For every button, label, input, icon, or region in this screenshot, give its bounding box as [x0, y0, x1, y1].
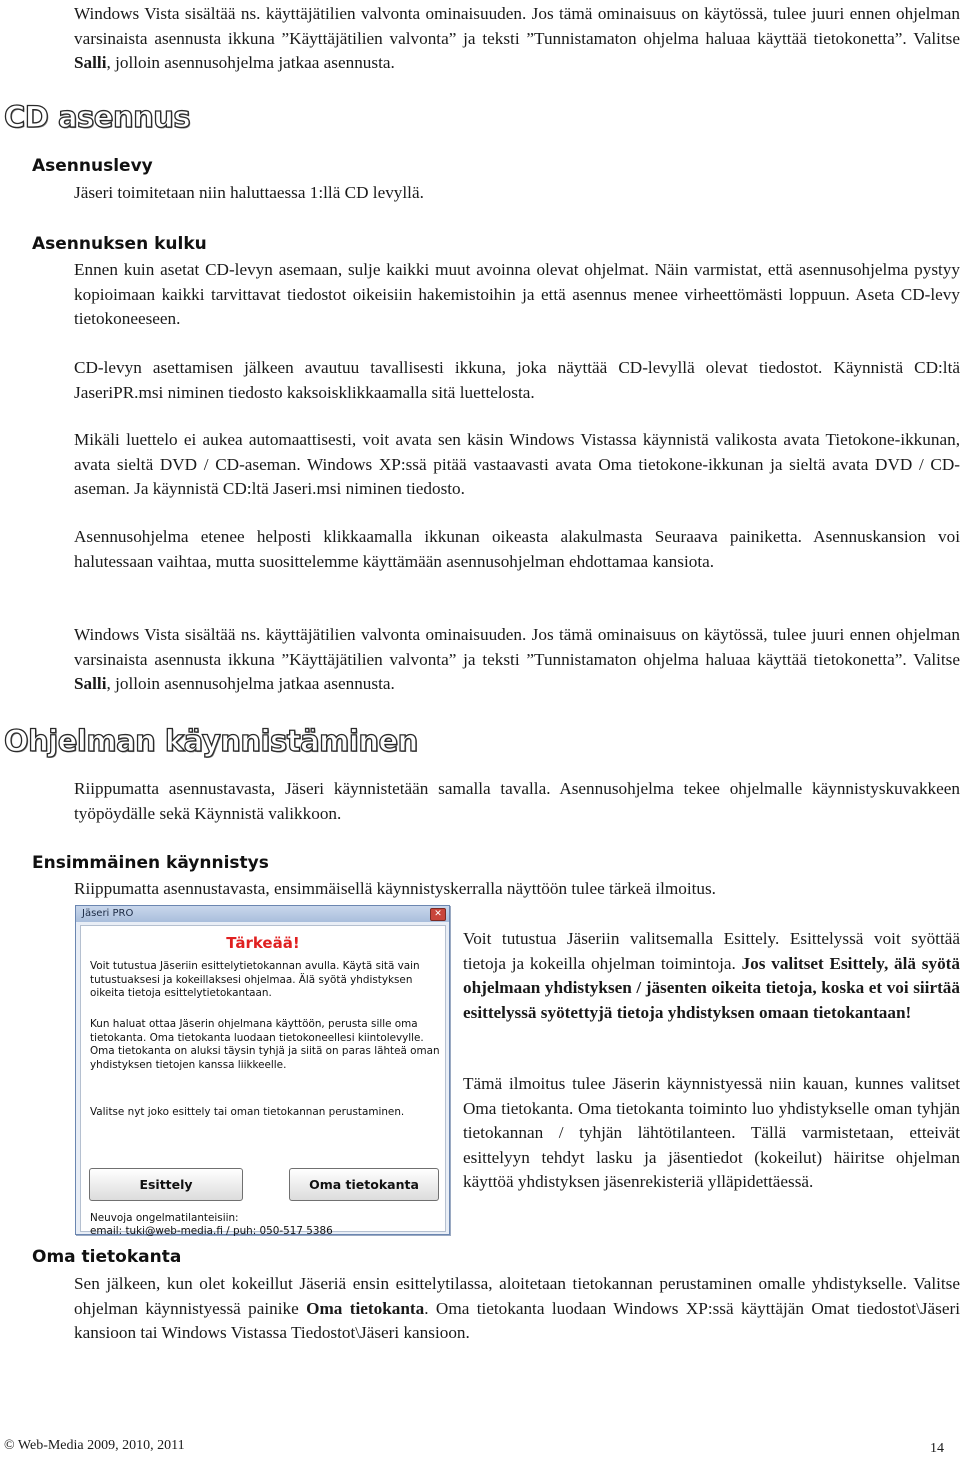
heading-ohjelman-kaynnistaminen: Ohjelman käynnistäminen — [4, 724, 418, 758]
text-run: , jolloin asennusohjelma jatkaa asennusta. — [106, 53, 395, 72]
text-run: Voit tutustua Jäseriin valitsemalla Esittely. Esittelyssä voit syöttää tietoja ja kokeilla ohjelman toimintoja. — [463, 929, 960, 973]
kulku-paragraph-4: Asennusohjelma etenee helposti klikkaamalla ikkunan oikeasta alakulmasta Seuraava painiketta. Asennuskansion voi halutessaan vaihtaa, mutta suosittelemme käyttämään asennusohjelman ehdottamaa kansiota. — [74, 527, 960, 571]
text-run: , jolloin asennusohjelma jatkaa asennusta. — [106, 674, 395, 693]
dialog-paragraph-3: Valitse nyt joko esittely tai oman tietokannan perustaminen. — [90, 1106, 405, 1118]
oma-tietokanta-button[interactable]: Oma tietokanta — [289, 1168, 439, 1201]
text-run: Sen jälkeen, kun olet kokeillut Jäseriä ensin esittelytilassa, aloitetaan tietokannan perustaminen omalle yhdistykselle. Valitse ohjelman käynnistyessä painike — [74, 1274, 960, 1318]
heading-oma-tietokanta: Oma tietokanta — [32, 1247, 182, 1267]
first-run-right-paragraph-2: Tämä ilmoitus tulee Jäserin käynnistyessä niin kauan, kunnes valitset Oma tietokanta. Oma tietokanta toiminto luo yhdistykselle oman tyhjän tietokannan / tyhjän lähtötilanteen. Tällä varmistetaan, etteivät esittelyyn tehdyt lasku ja jäsentiedot (kokeilut) häiritse ohjelman käyttöä yhdistyksen jäsenrekisteriä ylläpidettäessä. — [463, 1074, 960, 1191]
oma-tietokanta-paragraph — [74, 1272, 960, 1346]
dialog-body — [80, 925, 446, 1237]
dialog-titlebar: Jäseri PRO — [76, 906, 449, 922]
close-icon[interactable]: ✕ — [430, 908, 446, 921]
bold-salli: Salli — [74, 674, 107, 693]
text-run: . Oma tietokanta luodaan Windows XP:ssä käyttäjän Omat tiedostot\Jäseri kansioon tai Windows Vistassa Tiedostot\Jäseri kansioon. — [74, 1298, 960, 1342]
dialog-heading: Tärkeää! — [226, 934, 300, 952]
footer-copyright: © Web-Media 2009, 2010, 2011 — [4, 1438, 185, 1453]
kulku-paragraph-3: Mikäli luettelo ei aukea automaattisesti, voit avata sen käsin Windows Vistassa käynnistä valikosta avata Tietokone-ikkunan, avata sieltä DVD / CD-aseman. Windows XP:ssä pitää vastaavasti avata Oma tietokone-ikkunan ja sieltä avata DVD / CD-aseman. Ja käynnistä CD:ltä Jaseri.msi niminen tiedosto. — [74, 430, 960, 498]
important-notice-dialog — [75, 905, 450, 1235]
kulku-paragraph-2: CD-levyn asettamisen jälkeen avautuu tavallisesti ikkuna, joka näyttää CD-levyllä olevat tiedostot. Käynnistä CD:ltä JaseriPR.msi niminen tiedosto kaksoisklikkaamalla sitä luettelosta. — [74, 358, 960, 402]
dialog-paragraph-1: Voit tutustua Jäseriin esittelytietokannan avulla. Käytä sitä vain tutustuaksesi ja kokeillaksesi ohjelmaa. Älä syötä yhdistyksen oikeita tietoja esittelytietokantaan. — [90, 960, 420, 1000]
kulku-paragraph-1: Ennen kuin asetat CD-levyn asemaan, sulje kaikki muut avoinna olevat ohjelmat. Näin varmistat, että asennusohjelma pystyy kopioimaan kaikki tarvittavat tiedostot oikeisiin hakemistoihin ja että asennus menee virheettömästi loppuun. Aseta CD-levy tietokoneeseen. — [74, 260, 960, 328]
kulku-paragraph-5 — [74, 623, 960, 697]
first-run-right-paragraph-1 — [463, 927, 960, 1025]
asennuslevy-text: Jäseri toimitetaan niin haluttaessa 1:llä CD levyllä. — [74, 183, 424, 202]
start-intro-paragraph: Riippumatta asennustavasta, Jäseri käynnistetään samalla tavalla. Asennusohjelma tekee ohjelmalle käynnistyskuvakkeen työpöydälle sekä Käynnistä valikkoon. — [74, 779, 960, 823]
esittely-button[interactable]: Esittely — [89, 1168, 243, 1201]
heading-cd-asennus: CD asennus — [4, 100, 191, 134]
text-run: Windows Vista sisältää ns. käyttäjätilien valvonta ominaisuuden. Jos tämä ominaisuus on käytössä, tulee juuri ennen ohjelman varsinaista asennusta ikkuna ”Käyttäjätilien valvonta” ja teksti ”Tunnistamaton ohjelma haluaa käyttää tietokonetta”. Valitse — [74, 4, 960, 48]
heading-asennuslevy: Asennuslevy — [32, 156, 153, 176]
intro-vista-paragraph — [74, 2, 960, 76]
bold-oma-tietokanta: Oma tietokanta — [306, 1298, 425, 1318]
first-run-text: Riippumatta asennustavasta, ensimmäisellä käynnistyskerralla näyttöön tulee tärkeä ilmoitus. — [74, 879, 716, 898]
dialog-paragraph-2: Kun haluat ottaa Jäserin ohjelmana käyttöön, perusta sille oma tietokanta. Oma tietokanta luodaan tietokoneellesi kiintolevylle. Oma tietokanta on aluksi täysin tyhjä ja siitä on paras lähteä oman yhdistyksen tietojen kanssa liikkeelle. — [90, 1018, 440, 1071]
bold-salli: Salli — [74, 53, 107, 72]
bold-warning: Jos valitset Esittely, älä syötä ohjelmaan yhdistyksen / jäsenten oikeita tietoja, koska et voi siirtää esittelyssä syötettyjä tietoja yhdistyksen omaan tietokantaan! — [463, 953, 960, 1022]
heading-ensimmainen-kaynnistys: Ensimmäinen käynnistys — [32, 853, 269, 873]
support-contact: email: tuki@web-media.fi / puh: 050-517 5386 — [90, 1225, 333, 1237]
heading-asennuksen-kulku: Asennuksen kulku — [32, 234, 207, 254]
support-label: Neuvoja ongelmatilanteisiin: — [90, 1212, 239, 1224]
dialog-support-info — [90, 1212, 440, 1238]
footer-page-number: 14 — [930, 1441, 944, 1456]
text-run: Windows Vista sisältää ns. käyttäjätilien valvonta ominaisuuden. Jos tämä ominaisuus on käytössä, tulee juuri ennen ohjelman varsinaista asennusta ikkuna ”Käyttäjätilien valvonta” ja teksti ”Tunnistamaton ohjelma haluaa käyttää tietokonetta”. Valitse — [74, 625, 960, 669]
